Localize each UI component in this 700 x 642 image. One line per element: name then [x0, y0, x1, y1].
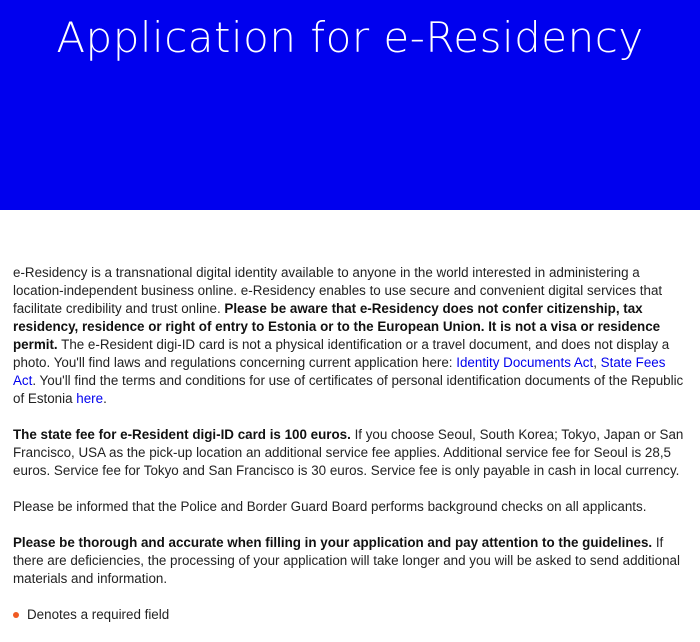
terms-here-link[interactable]: here — [76, 391, 104, 406]
fee-bold: The state fee for e-Resident digi-ID card is 100 euros. — [13, 427, 351, 442]
required-dot-icon — [13, 612, 19, 618]
accuracy-paragraph — [13, 534, 685, 588]
accuracy-text: If there are deficiencies, the processing of your application will take longer and you will be asked to send additional materials and information. — [13, 535, 680, 586]
fee-paragraph — [13, 426, 685, 480]
main-content — [13, 264, 685, 642]
intro-text-4: . — [103, 391, 107, 406]
intro-notice-bold: Please be aware that e-Residency does not confer citizenship, tax residency, residence or right of entry to Estonia or to the European Union. It is not a visa or residence permit. — [13, 301, 661, 352]
link-separator: , — [593, 355, 601, 370]
required-field-note — [13, 606, 685, 624]
intro-text-1: e-Residency is a transnational digital identity available to anyone in the world interested in administering a location-independent business online. e-Residency enables to use secure and convenient digital services that facilitate credibility and trust online. — [13, 265, 663, 316]
accuracy-bold: Please be thorough and accurate when filling in your application and pay attention to the guidelines. — [13, 535, 653, 550]
hero-banner — [0, 0, 700, 210]
intro-text-3: . You'll find the terms and conditions for use of certificates of personal identification documents of the Republic of Estonia — [13, 373, 684, 406]
required-field-text: Denotes a required field — [27, 607, 170, 622]
fee-text: If you choose Seoul, South Korea; Tokyo, Japan or San Francisco, USA as the pick-up location an additional service fee applies. Additional service fee for Seoul is 28,5 euros. Service fee for Tokyo and San Francisco is 30 euros. Service fee is only payable in cash in local currency. — [13, 427, 684, 478]
identity-documents-act-link[interactable]: Identity Documents Act — [456, 355, 594, 370]
intro-paragraph — [13, 264, 685, 408]
background-checks-paragraph: Please be informed that the Police and Border Guard Board performs background checks on all applicants. — [13, 499, 647, 514]
intro-text-2: The e-Resident digi-ID card is not a physical identification or a travel document, and does not display a photo. You'll find laws and regulations concerning current application here: — [13, 337, 670, 370]
state-fees-act-link[interactable]: State Fees Act — [13, 355, 666, 388]
page-title: Application for e-Residency — [56, 13, 644, 62]
